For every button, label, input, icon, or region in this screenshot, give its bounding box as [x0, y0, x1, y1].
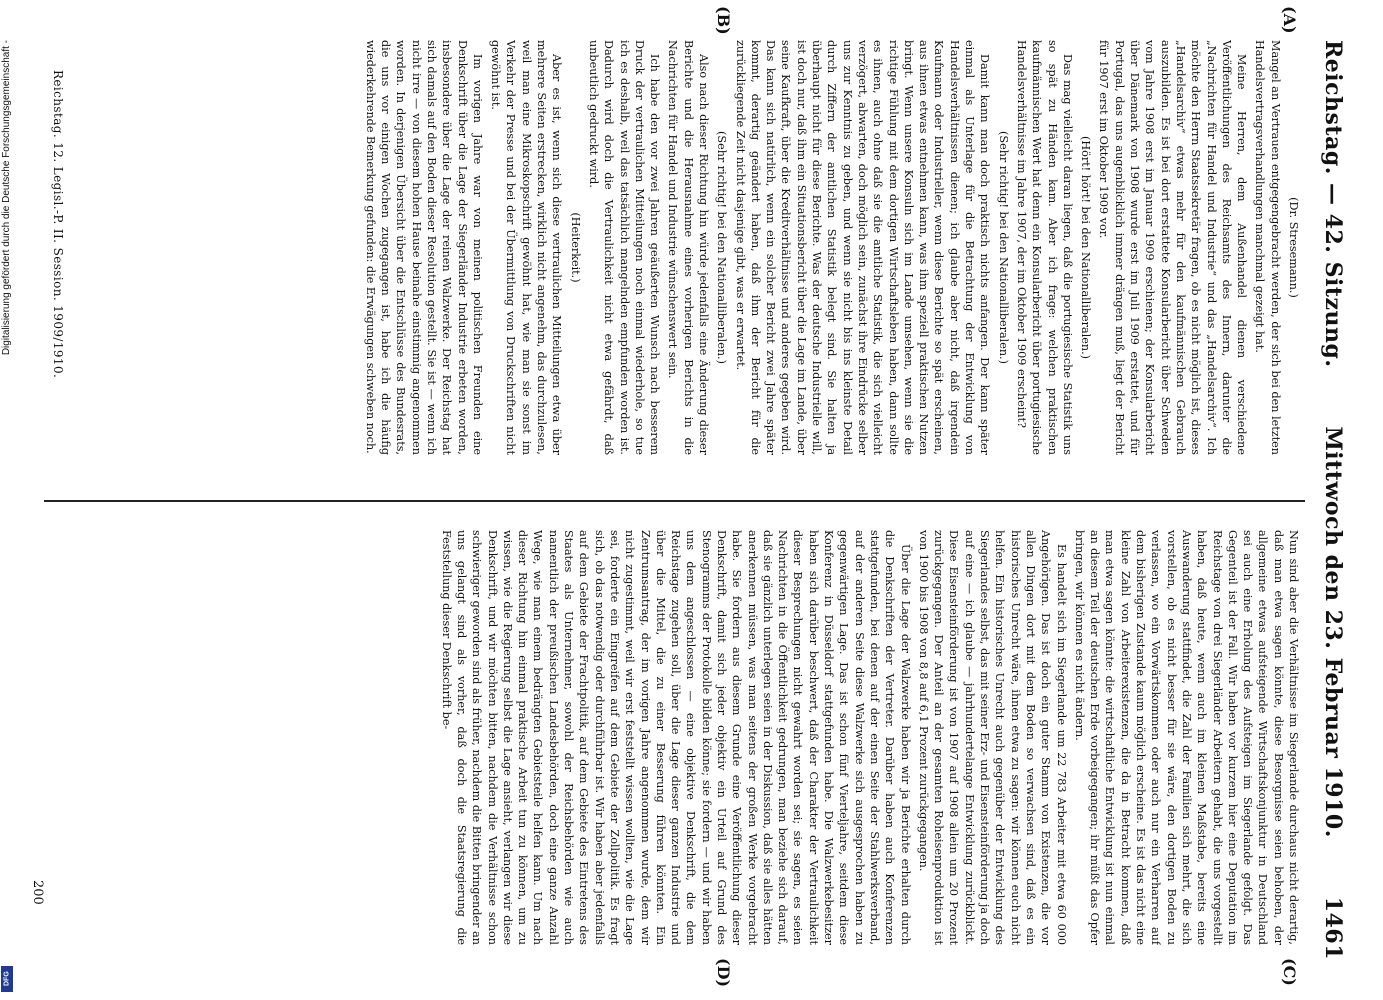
header-page-number: 1461	[1320, 896, 1346, 960]
dfg-logo	[1, 966, 13, 992]
paragraph: Über die Lage der Walzwerke haben wir ja Berichte erhalten durch die Denkschriften der Vertreter. Darüber haben auch Konferenzen stattgefunden, bei denen auf der einen Seite der Stahlwerksverband, auf der anderen Seite diese Walzwerke sich ausgesprochen haben zu gegenwärtigen Lage. Das ist schon fünf Vierteljahre, seitdem diese Konferenz in Düsseldorf stattgefunden habe. Die Walzwerkebesitzer haben sich darüber beschwert, daß der Charakter der Vertraulichkeit dieser Besprechungen nicht gewahrt worden sei; sie sagen, es seien Nachrichten in die Öffentlichkeit gedrungen, man beziehe sich darauf, daß sie gänzlich unterlegen seien in der Diskussion, daß sie alles hätten anerkennen müssen, was man seitens der großen Werke vorgebracht habe. Sie fordern aus diesem Grunde eine Veröffentlichung dieser Denkschrift, damit sich jeder objektiv ein Urteil auf Grund des Stenogramms der Protokolle bilden könne; sie fordern — und wir haben uns dem angeschlossen — eine objektive Denkschrift, die dem Reichstage zugehen soll, über die Lage dieser ganzen Industrie und über die Mittel, die zu einer Besserung führen könnten. Ein Zentrumsantrag, der im vorigen Jahre angenommen wurde, dem wir nicht zugestimmt, weil wir erst feststellt wissen wollten, wie die Lage sei, forderte ein Eingreifen auf dem Gebiete der Zollpolitik. Es fragt sich, ob das notwendig oder durchführbar ist. Wir haben aber jedenfalls auf dem Gebiete der Frachtpolitik, auf dem Gebiete des Eintretens des Staates als Unternehmer, sowohl der Reichsbehörden wie auch namentlich der preußischen Landesbehörden, doch eine ganze Anzahl Wege, wie man einem bedrängten Gebietsteile helfen kann. Um nach dieser Richtung hin einmal praktische Arbeit tun zu können, um zu wissen, wie die Regierung selbst die Lage ansieht, verlangen wir diese Denkschrift, und wir möchten bitten, nachdem die Verhältnisse schon schwieriger geworden sind als früher, nachdem die Bitten bringender an uns gelangt sind als vorher, daß doch die Staatsregierung die Feststellung dieser Denkschrift be-	[439, 530, 912, 945]
paragraph: Im vorigen Jahre war von meinen politischen Freunden eine Denkschrift über die Lage der Siegerländer Industrie erbeten worden, insbesondere über die Lage der reinen Walzwerke. Der Reichstag hat sich damals auf den Boden dieser Resolution gestellt. Sie ist — wenn ich nicht irre — von diesem hohen Hause beinahe einstimmig angenommen worden. In derjenigen Übersicht über die Entschlüsse des Bundesrats, die uns vor einigen Wochen zugegangen ist, habe ich die häufig wiederkehrende Bemerkung gefunden: die Erwägungen schweben noch.	[363, 40, 484, 455]
paragraph: Mangel an Vertrauen entgegengebracht werden, der sich bei den letzten Handelsvertragsverhandlungen manchmal gezeigt hat.	[1253, 40, 1282, 455]
footer-page-number: 200	[30, 880, 45, 905]
margin-marker-c: (C)	[1280, 958, 1299, 986]
logo-text: DFG	[3, 971, 11, 987]
digitization-credit	[0, 0, 14, 1000]
header-session: Reichstag. — 42. Sitzung.	[1320, 40, 1346, 368]
paragraph: Also nach dieser Richtung hin würde jedenfalls eine Änderung dieser Berichte und die Herausnahme eines vorherigen Berichts in die Nachrichten für Handel und Industrie wünschenswert sein.	[666, 40, 711, 455]
credit-text: Digitalisierung gefördert durch die Deutsche Forschungsgemeinschaft -	[1, 40, 12, 356]
paragraph: Das mag vielleicht daran liegen, daß die portugiesische Statistik uns so spät zu Händen kam. Aber ich frage: welchen praktischen kaufmännischen Wert hat denn ein Konsularbericht über portugiesische Handelsverhältnisse im Jahre 1907, der im Oktober 1909 erscheint?	[1014, 40, 1074, 455]
page-header	[1311, 40, 1355, 960]
column-divider	[44, 500, 1305, 502]
paragraph: Ich habe den vor zwei Jahren geäußerten Wunsch nach besserem Druck der vertraulichen Mitteilungen noch einmal wiederhole, so tue ich es deshalb, weil das tatsächlich mangelnden empfunden worden ist. Dadurch wird doch die Vertraulichkeit nicht etwa gefährdt, daß unbeutlich gedruckt wird.	[586, 40, 662, 455]
margin-marker-d: (D)	[714, 958, 733, 988]
paragraph: Meine Herren, dem Außenhandel dienen verschiedene Veröffentlichungen des Reichsamts des Innern, darunter die „Nachrichten für Handel und Industrie“ und das „Handelsarchiv“. Ich möchte den Herrn Staatssekretär fragen, ob es nicht möglich ist, dieses „Handelsarchiv“ etwas mehr für den kaufmännischen Gebrauch auszubilden. Es ist bei dort erstattete Konsularbericht über Schweden vom Jahre 1908 erst im Januar 1909 erschienen; der Konsularbericht über Dänemark von 1908 wurde erst im Juli 1909 erstattet, und für Portugal, das uns augenblicklich immer drängen muß, liegt der Bericht für 1907 erst im Oktober 1909 vor.	[1097, 40, 1249, 455]
margin-marker-a: (A)	[1280, 6, 1299, 34]
interjection: (Sehr richtig! bei den Nationalliberalen.)	[996, 131, 1010, 364]
paragraph: Nun sind aber die Verhältnisse im Siegerlande durchaus nicht derartig, daß man etwa sagen könnte, diese Besorgnisse seien behoben, der allgemeine etwas aufsteigende Wirtschaftskonjunktur in Deutschland sei auch eine Erholung des Aufsteigen im Siegerlande gefolgt. Das Gegenteil ist der Fall. Wir haben vor kurzem hier eine Deputation im Reichstage von drei Siegerländer Arbeitern gehabt, die uns vorgestellt haben, daß heute, wenn auch im kleinen Maßstabe, bereits eine Auswanderung stattfindet, die Zahl der Familien sich mehrt, die sich vorstellen, ob es nicht besser für sie wäre, den dortigen Boden zu verlassen, wo ein Vorwärtskommen oder auch nur ein Verharren auf dem bisherigen Zustande kaum möglich erscheine. Es ist das nicht eine kleine Zahl von Arbeiterexistenzen, die da in Betracht kommen, daß man etwa sagen könnte: die wirtschaftliche Entwicklung ist nun einmal an diesem Teil der deutschen Erde vorbeigegangen; ihr müßt das Opfer bringen, wir können es nicht ändern.	[1072, 530, 1300, 945]
interjection: (Hört! hört! bei den Nationalliberalen.)	[1079, 135, 1093, 360]
interjection: (Heiterkeit.)	[568, 212, 582, 283]
interjection: (Sehr richtig! bei den Nationalliberalen.)	[715, 131, 729, 364]
paragraph: Damit kann man doch praktisch nichts anfangen. Der kann später einmal als Unterlage für die Betrachtung der Entwicklung von Handelsverhältnissen dienen; ich glaube aber nicht, daß irgendein Kaufmann oder Industrieller, wenn diese Berichte so spät erscheinen, aus ihnen etwas entnehmen kann, was ihm speziell praktischen Nutzen bringt. Wenn unsere Konsuln sich im Lande umsehen, wenn sie die richtige Fühlung mit dem dortigen Wirtschaftsleben haben, dann sollte es ihnen, auch ohne daß sie die amtliche Statistik, die sich vielleicht verzögert, abwarten, doch möglich sein, zunächst ihre Eindrücke selber uns zur Kenntnis zu geben, und wenn sie nicht bis ins kleinste Detail durch Ziffern der amtlichen Statistik belegt sind. Sie halten ja überhaupt nicht für diese Berichte. Was der deutsche Industrielle will, ist doch nur, daß ihm ein Situationsbericht über die Lage im Lande, über seine Kaufkraft, über die Kreditverhältnisse und anderes gegeben wird. Das kann sich natürlich, wenn ein solcher Bericht zwei Jahre später kommt, derartig geändert haben, daß ihm der Bericht für die zurückliegende Zeit nicht dasjenige gibt, was er erwartet.	[733, 40, 992, 455]
right-column	[51, 530, 1301, 945]
margin-marker-b: (B)	[714, 6, 733, 35]
paragraph: Es handelt sich im Siegerlande um 22 783 Arbeiter mit etwa 60 000 Angehörigen. Das ist doch ein guter Stamm von Existenzen, die vor allen Dingen dort mit dem Boden so verwachsen sind, daß es ein historisches Unrecht wäre, ihnen etwa zu sagen: wir können euch nicht helfen. Ein historisches Unrecht auch gegenüber der Entwicklung des Siegerlandes selbst, das mit seiner Erz- und Eisensteinförderung ja doch auf eine — ich glaube — jahrhundertelange Entwicklung zurückblickt. Diese Eisensteinförderung ist von 1907 auf 1908 allein um 20 Prozent zurückgegangen. Der Anteil an der gesamten Roheisenproduktion ist von 1900 bis 1908 von 8,8 auf 6,1 Prozent zurückgegangen.	[916, 530, 1068, 945]
left-column	[71, 40, 1301, 455]
header-date: Mittwoch den 23. Februar 1910.	[1320, 426, 1346, 838]
paragraph: Aber es ist, wenn sich diese vertraulichen Mitteilungen etwa über mehrere Seiten erstrecken, wirklich nicht angenehm, das durchzulesen, weil man eine Mikroskopschrift gewöhnt hat, wie man sie sonst im Verkehr der Presse und bei der Übermittlung von Druckschriften nicht gewöhnt ist.	[489, 40, 564, 455]
page-footer: Reichstag. 12. Legisl.-P. II. Session. 1909/1910.	[51, 70, 65, 379]
speaker-tag: (Dr. Stresemann.)	[1287, 197, 1300, 298]
